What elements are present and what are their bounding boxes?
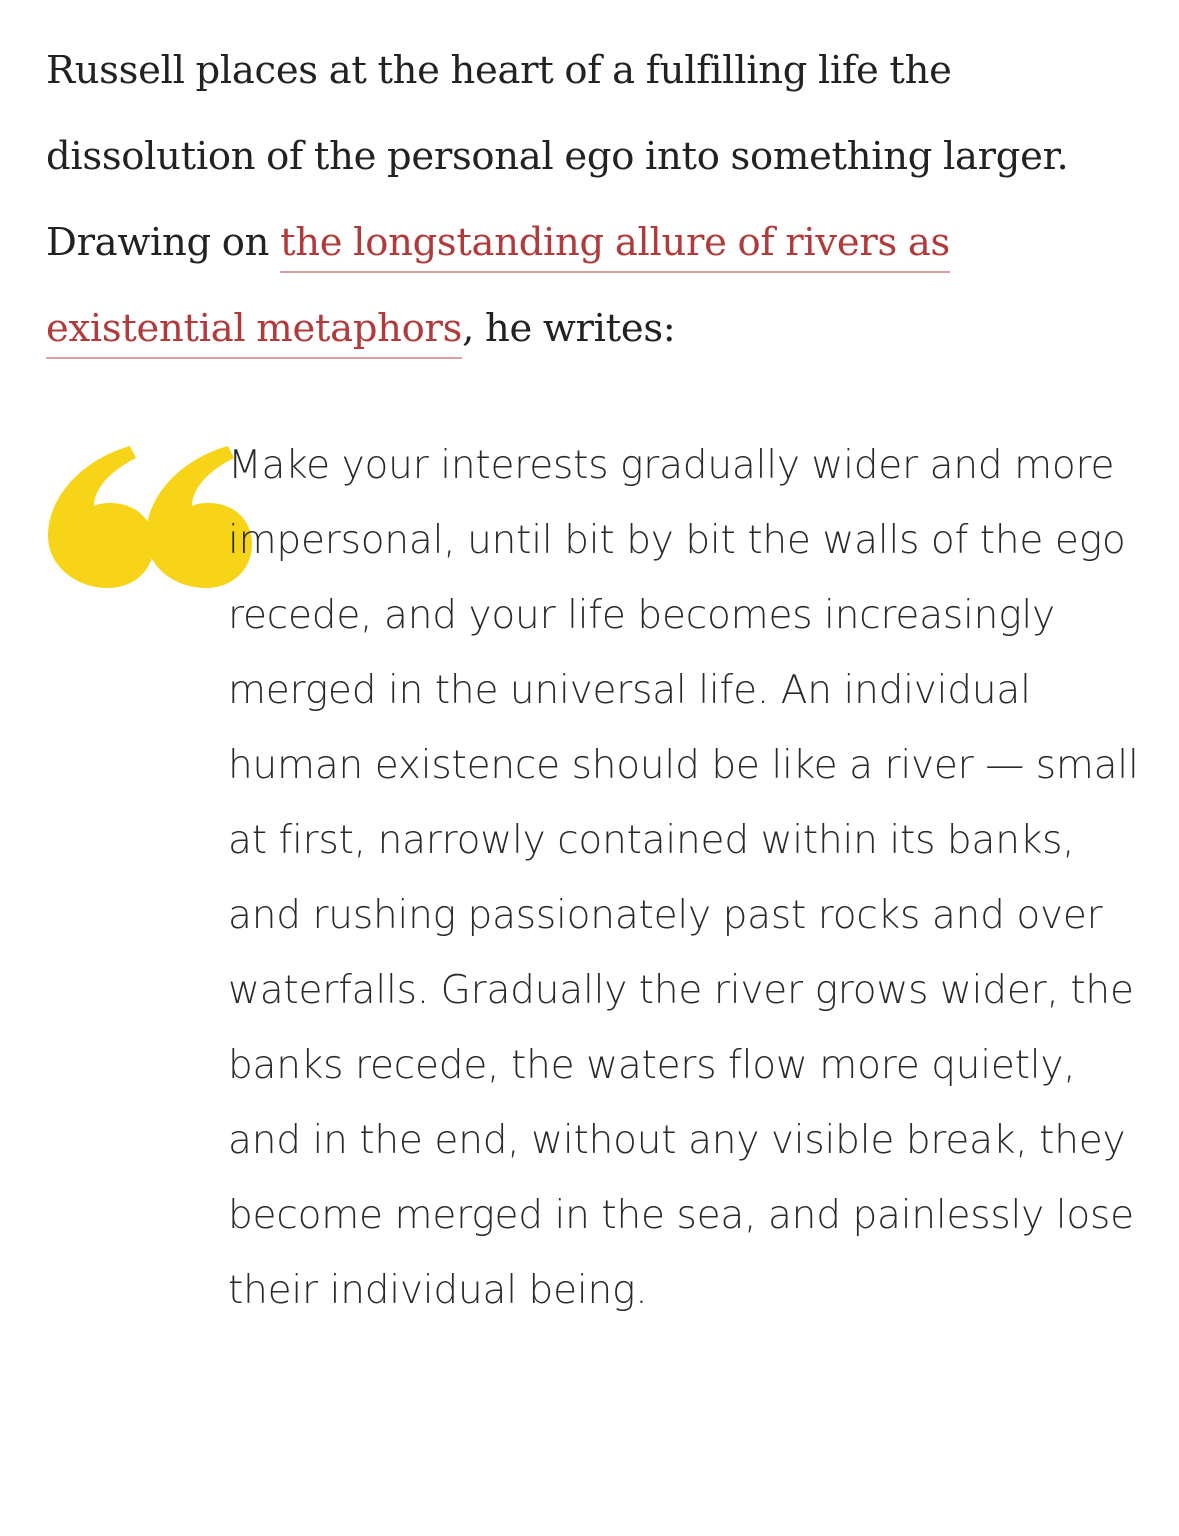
blockquote: [46, 428, 1146, 1508]
quotation-mark-icon: [46, 438, 256, 588]
intro-paragraph: [46, 28, 1076, 372]
intro-text-before: Russell places at the heart of a fulfilling life the dissolution of the personal ego into something larger. Drawing on: [46, 48, 1069, 265]
intro-text-after: , he writes:: [462, 306, 676, 351]
rivers-metaphor-link[interactable]: the longstanding allure of rivers as existential metaphors: [46, 220, 950, 359]
quote-text: Make your interests gradually wider and more impersonal, until bit by bit the walls of the ego recede, and your life becomes increasingly merged in the universal life. An individual human existence should be like a river — small at first, narrowly contained within its banks, and rushing passionately past rocks and over waterfalls. Gradually the river grows wider, the banks recede, the waters flow more quietly, and in the end, without any visible break, they become merged in the sea, and painlessly lose their individual being.: [228, 443, 1139, 1313]
